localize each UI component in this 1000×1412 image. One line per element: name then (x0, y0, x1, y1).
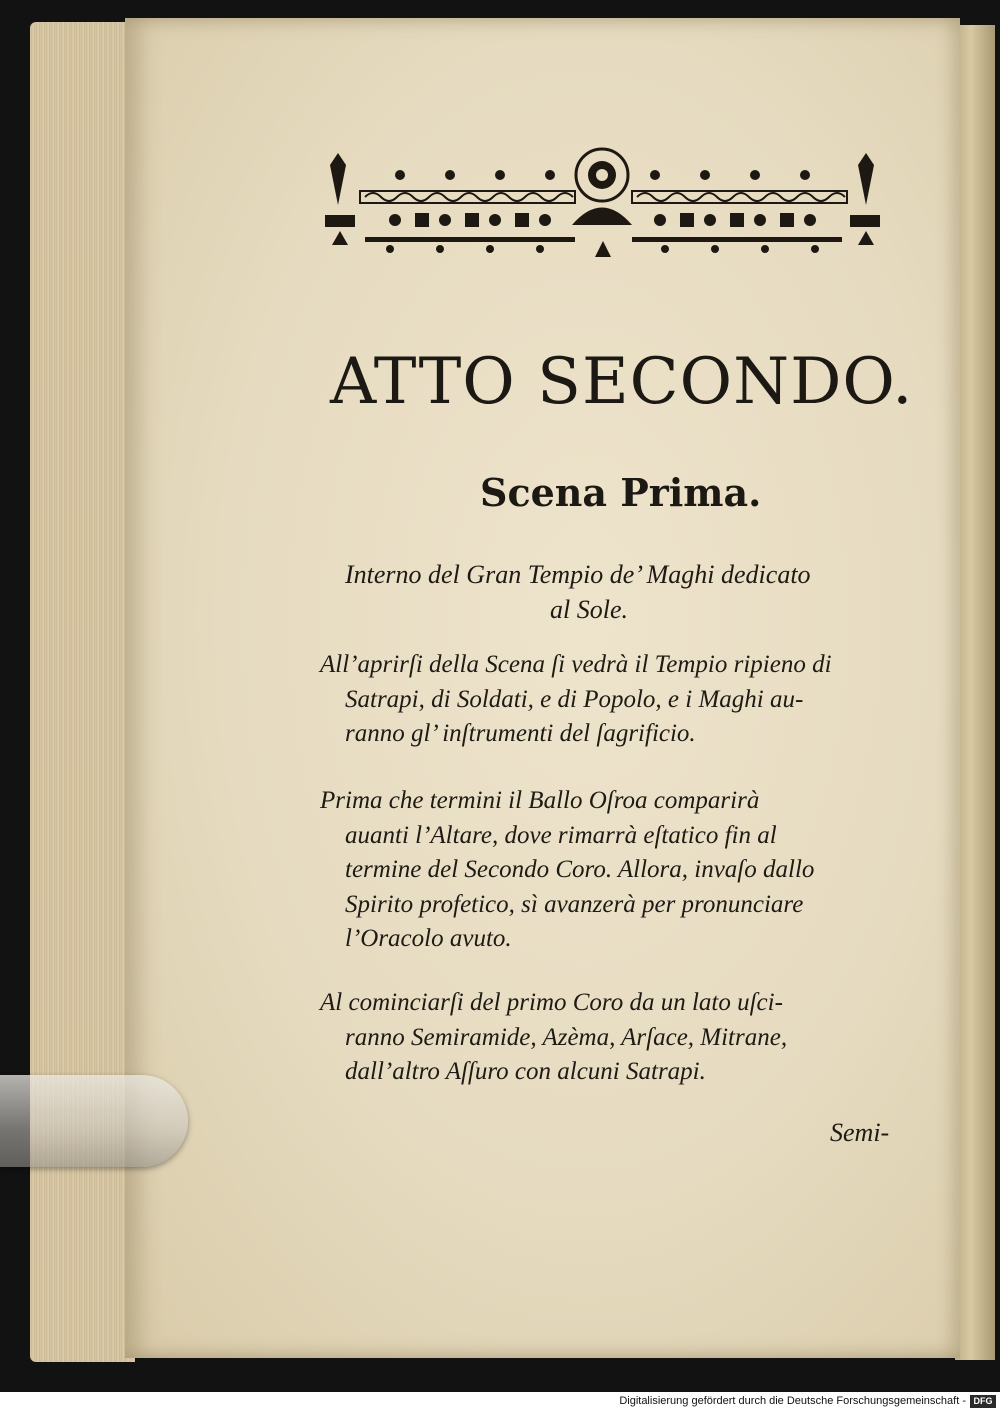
stage-direction-1 (320, 648, 900, 752)
footer-bar (0, 1392, 1000, 1412)
stage-direction-2 (320, 784, 900, 957)
scene-title: Scena Prima. (480, 470, 762, 515)
stage-direction-line: dall’altro Aſſuro con alcuni Satrapi. (345, 1058, 706, 1085)
stage-direction-line: Satrapi, di Soldati, e di Popolo, e i Maghi au- (345, 685, 804, 713)
decorative-headpiece (310, 145, 895, 270)
stage-direction-line: auanti l’Altare, dove rimarrà eſtatico fin al (345, 821, 777, 849)
stage-direction-line: Prima che termini il Ballo Oſroa comparirà (320, 787, 760, 814)
stage-direction-line: All’aprirſi della Scena ſi vedrà il Tempio ripieno di (320, 651, 832, 678)
stage-direction-line: Spirito profetico, sì avanzerà per pronunciare (345, 890, 804, 918)
stage-direction-line: ranno Semiramide, Azèma, Arſace, Mitrane, (345, 1023, 788, 1051)
stage-direction-line: ranno gl’ inſtrumenti del ſagrificio. (345, 720, 696, 747)
book-right-edge (955, 25, 995, 1360)
scene-setting (345, 557, 905, 627)
stage-direction-3 (320, 986, 900, 1090)
funding-notice: Digitalisierung gefördert durch die Deutsche Forschungsgemeinschaft - (619, 1395, 966, 1407)
catchword: Semi- (830, 1118, 890, 1147)
stage-direction-line: Al cominciarſi del primo Coro da un lato uſci- (320, 989, 783, 1016)
setting-line-2: al Sole. (550, 595, 628, 624)
page-holder-clip (0, 1075, 188, 1167)
setting-line-1: Interno del Gran Tempio de’ Maghi dedicato (345, 560, 811, 589)
act-title: ATTO SECONDO. (330, 345, 914, 419)
stage-direction-line: l’Oracolo avuto. (345, 925, 512, 952)
stage-direction-line: termine del Secondo Coro. Allora, invaſo dallo (345, 856, 815, 883)
dfg-logo: DFG (970, 1395, 996, 1408)
